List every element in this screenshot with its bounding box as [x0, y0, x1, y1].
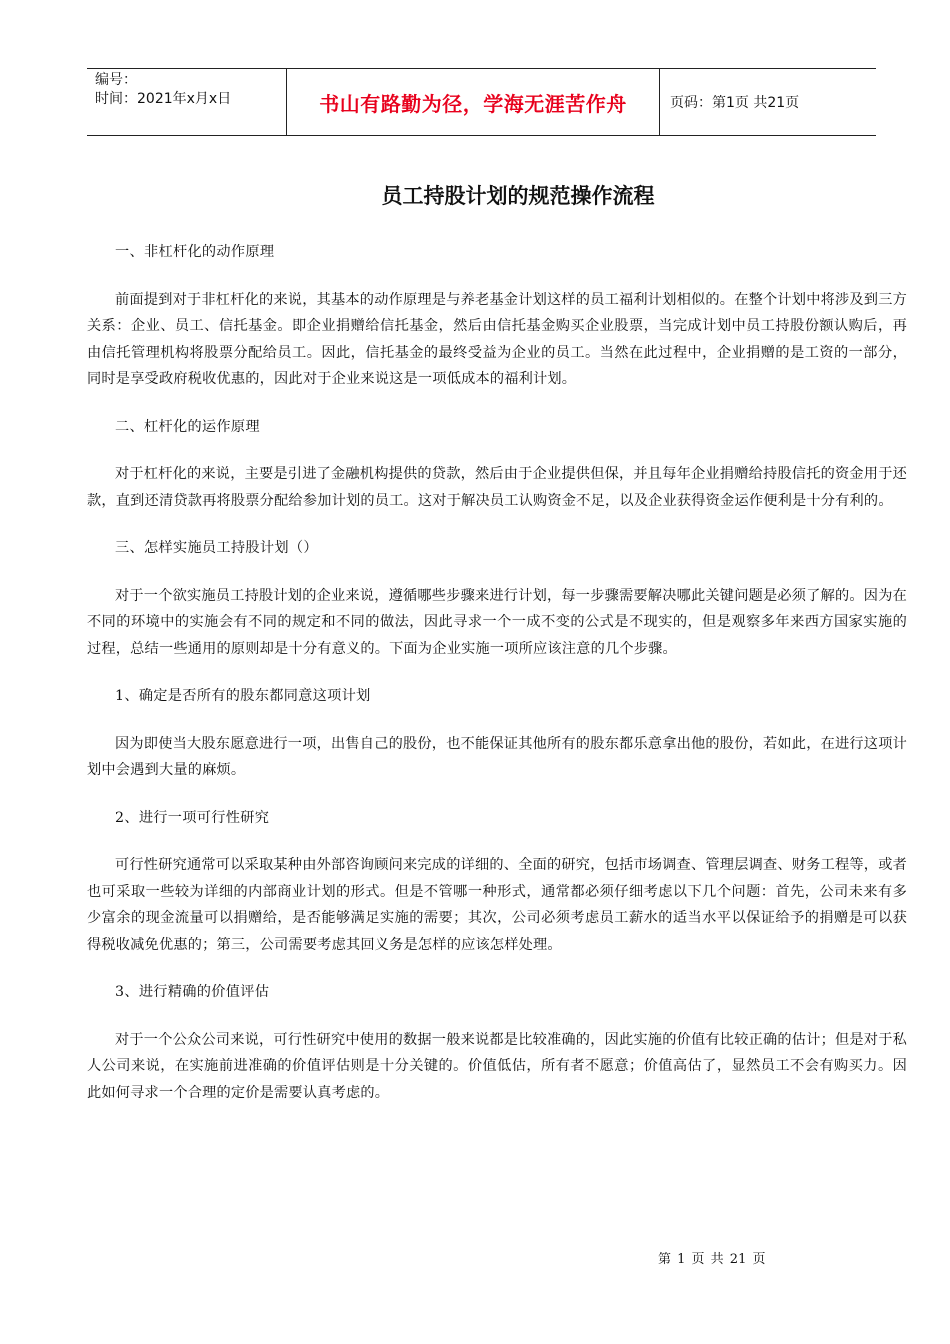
number-label: 编号： [95, 72, 137, 88]
section-heading: 三、怎样实施员工持股计划（） [115, 540, 318, 556]
header-table [87, 68, 876, 136]
time-label: 时间：2021年x月x日 [95, 91, 232, 107]
paragraph: 对于杠杆化的来说，主要是引进了金融机构提供的贷款，然后由于企业提供但保，并且每年企业捐赠给持股信托的资金用于还款，直到还清贷款再将股票分配给参加计划的员工。这对于解决员工认购资金不足，以及企业获得资金运作便利是十分有利的。 [87, 466, 907, 509]
header-meta [87, 69, 287, 135]
section-heading: 1、确定是否所有的股东都同意这项计划 [115, 688, 371, 704]
section-heading: 一、非杠杆化的动作原理 [115, 244, 275, 260]
paragraph: 因为即使当大股东愿意进行一项，出售自己的股份，也不能保证其他所有的股东都乐意拿出他的股份，若如此，在进行这项计划中会遇到大量的麻烦。 [87, 735, 907, 778]
paragraph: 可行性研究通常可以采取某种由外部咨询顾问来完成的详细的、全面的研究，包括市场调查、管理层调查、财务工程等，或者也可采取一些较为详细的内部商业计划的形式。但是不管哪一种形式，通常都必须仔细考虑以下几个问题：首先，公司未来有多少富余的现金流量可以捐赠给，是否能够满足实施的需要；其次，公司必须考虑员工薪水的适当水平以保证给予的捐赠是可以获得税收减免优惠的；第三，公司需要考虑其回义务是怎样的应该怎样处理。 [87, 857, 907, 953]
paragraph: 对于一个公众公司来说，可行性研究中使用的数据一般来说都是比较准确的，因此实施的价值有比较正确的估计；但是对于私人公司来说，在实施前进准确的价值评估则是十分关键的。价值低估，所有者不愿意；价值高估了，显然员工不会有购买力。因此如何寻求一个合理的定价是需要认真考虑的。 [87, 1031, 907, 1101]
page-footer: 第 1 页 共 21 页 [658, 1252, 766, 1267]
section-heading: 2、进行一项可行性研究 [115, 809, 270, 826]
section-heading: 二、杠杆化的运作原理 [115, 418, 260, 435]
paragraph: 前面提到对于非杠杆化的来说，其基本的动作原理是与养老基金计划这样的员工福利计划相似的。在整个计划中将涉及到三方关系：企业、员工、信托基金。即企业捐赠给信托基金，然后由信托基金购买企业股票，当完成计划中员工持股份额认购后，再由信托管理机构将股票分配给员工。因此，信托基金的最终受益为企业的员工。当然在此过程中，企业捐赠的是工资的一部分，同时是享受政府税收优惠的，因此对于企业来说这是一项低成本的福利计划。 [87, 291, 907, 387]
page-title: 员工持股计划的规范操作流程 [381, 184, 655, 208]
section-heading: 3、进行精确的价值评估 [115, 984, 270, 1000]
document-body [87, 239, 907, 1127]
header-motto: 书山有路勤为径，学海无涯苦作舟 [287, 69, 660, 135]
paragraph: 对于一个欲实施员工持股计划的企业来说，遵循哪些步骤来进行计划，每一步骤需要解决哪此关键问题是必须了解的。因为在不同的环境中的实施会有不同的规定和不同的做法，因此寻求一个一成不变的公式是不现实的，但是观察多年来西方国家实施的过程，总结一些通用的原则却是十分有意义的。下面为企业实施一项所应该注意的几个步骤。 [87, 587, 907, 657]
header-page-info: 页码：第1页 共21页 [670, 95, 800, 111]
